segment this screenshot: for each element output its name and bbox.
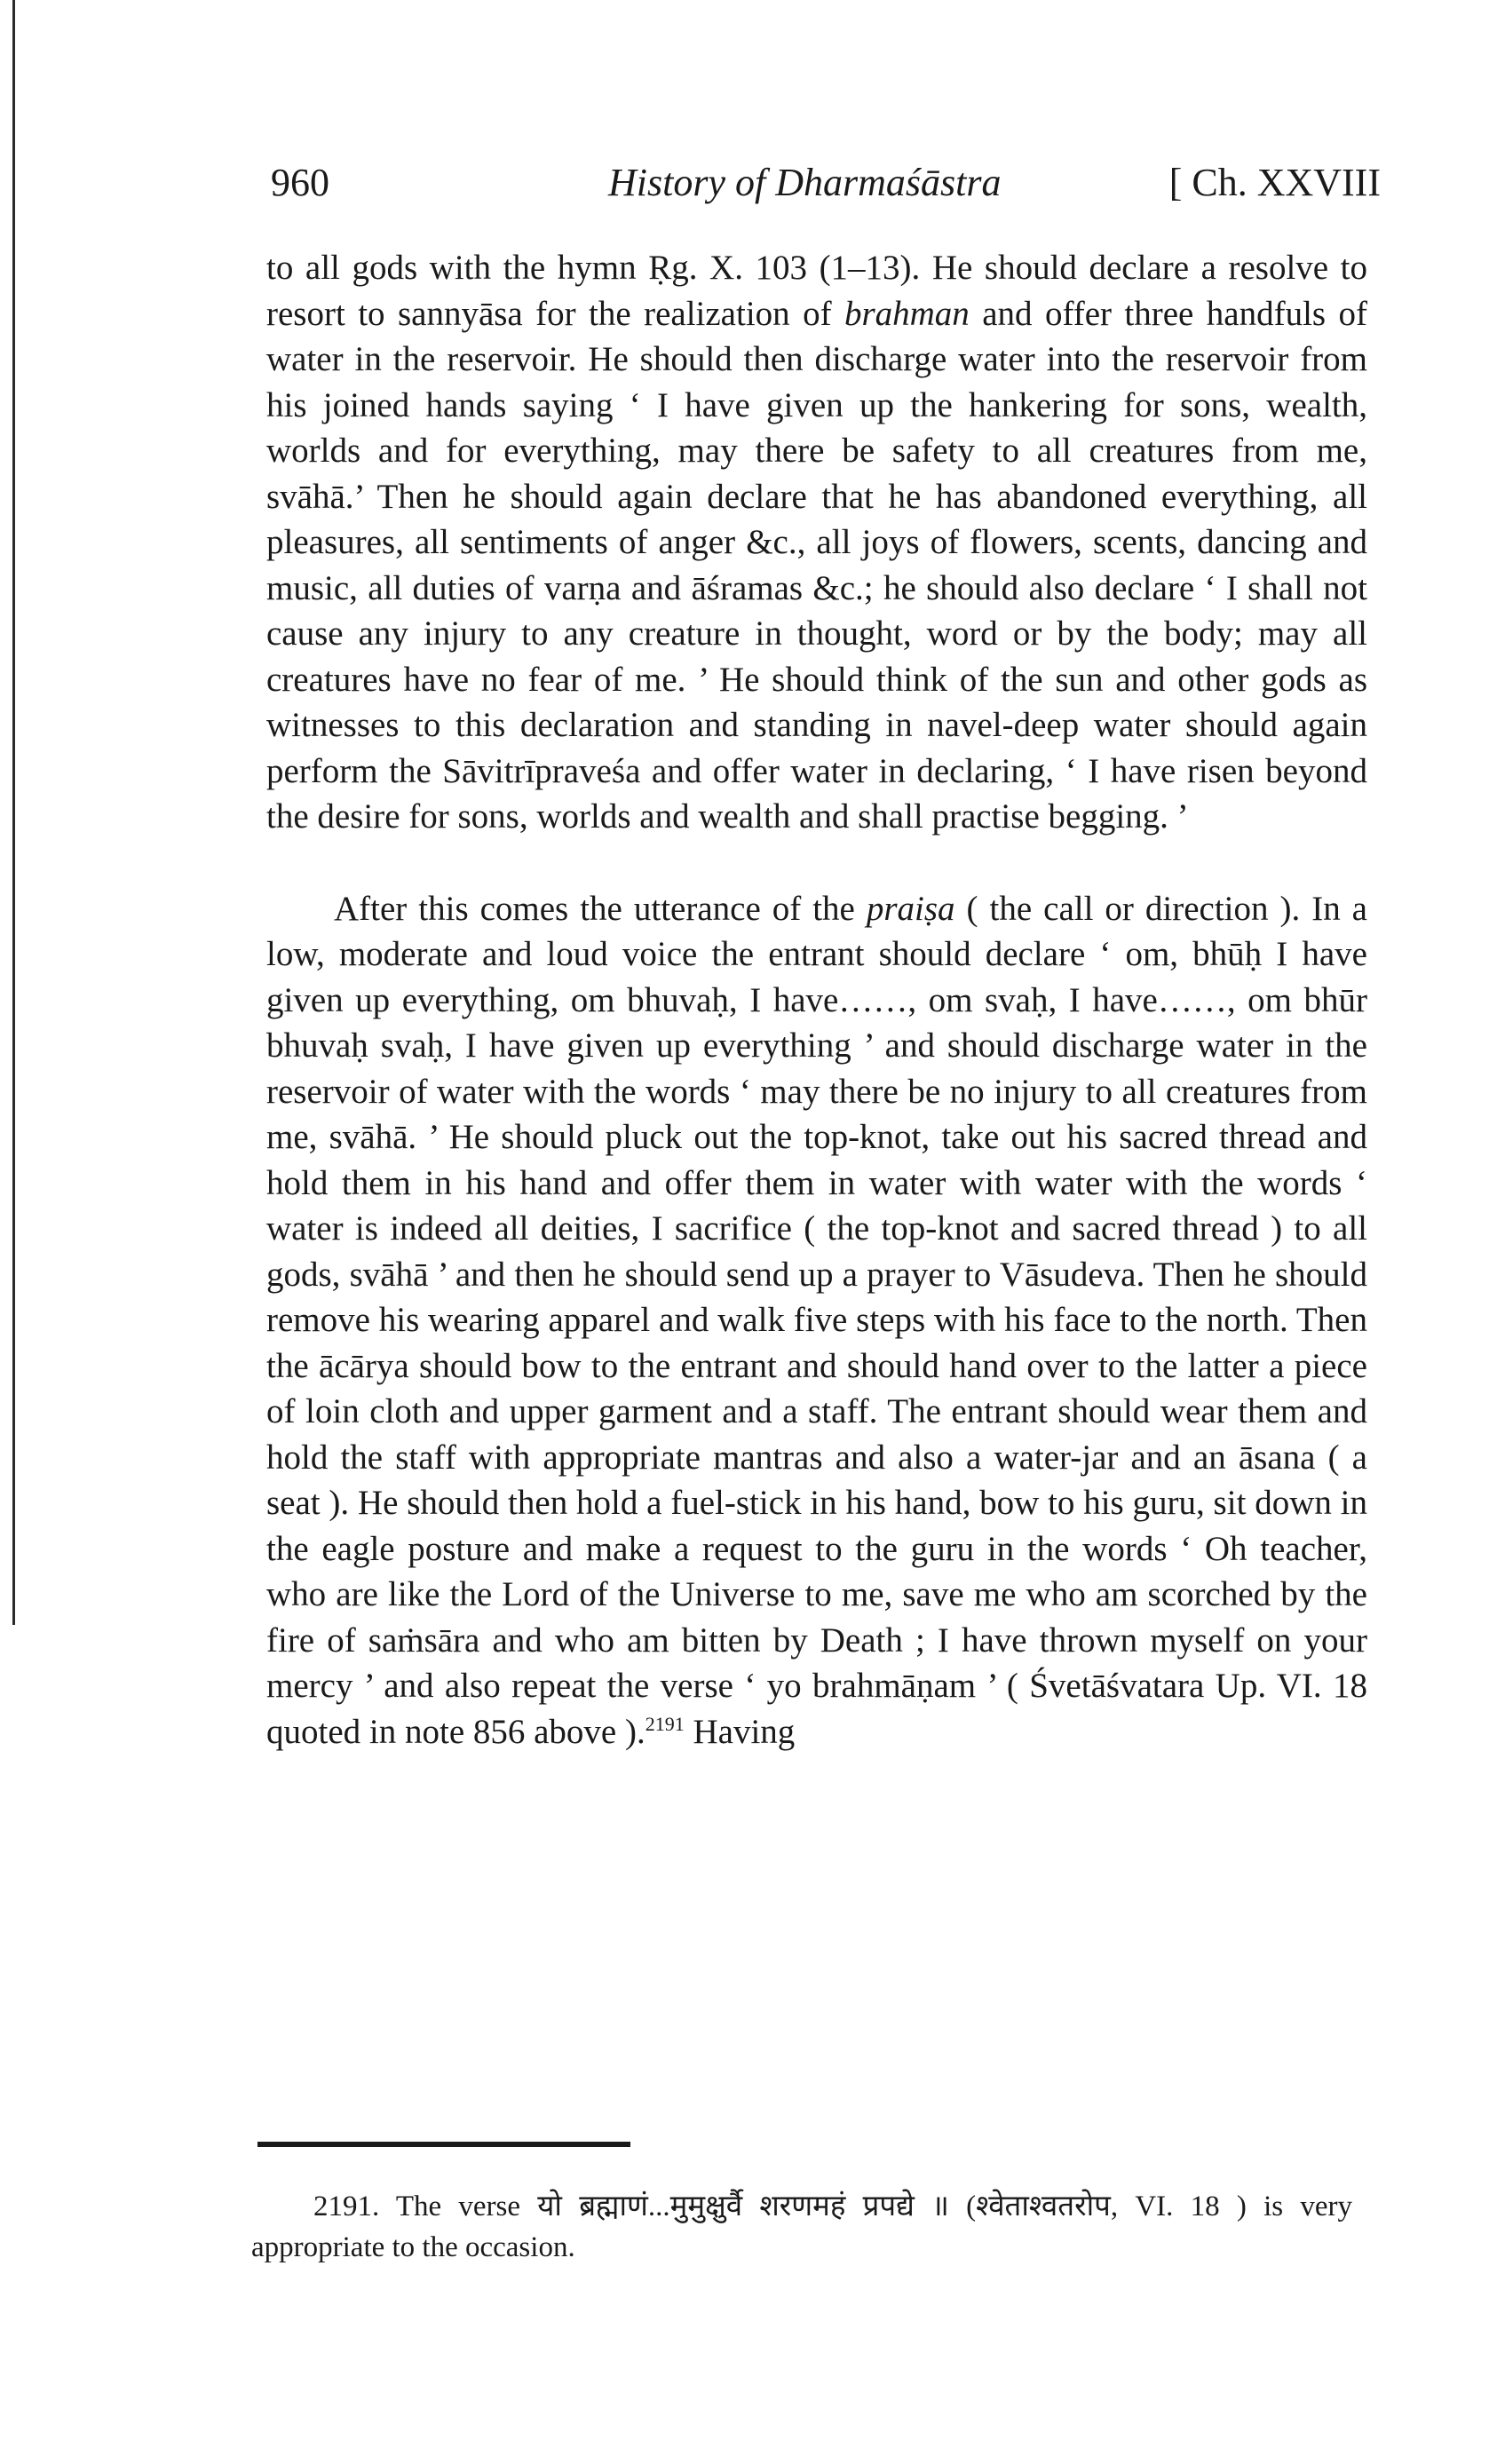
footnote	[251, 2186, 1352, 2268]
paragraph-2-text-b: ( the call or direction ). In a low, moderate and loud voice the entrant should declare ‘ om, bhūḥ I have given up everything, om bhuvaḥ, I have……, om svaḥ, I have……, om bhūr bhuvaḥ svaḥ, I have given up everything ’ and should discharge water in the reservoir of water with the words ‘ may there be no injury to all creatures from me, svāhā. ’ He should pluck out the top-knot, take out his sacred thread and hold them in his hand and offer them in water with water with the words ‘ water is indeed all deities, I sacrifice ( the top-knot and sacred thread ) to all gods, svāhā ’ and then he should send up a prayer to Vāsudeva. Then he should remove his wearing apparel and walk five steps with his face to the north. Then the ācārya should bow to the entrant and should hand over to the latter a piece of loin cloth and upper garment and a staff. The entrant should wear them and hold the staff with appropriate mantras and also a water-jar and an āsana ( a seat ). He should then hold a fuel-stick in his hand, bow to his guru, sit down in the eagle posture and make a request to the guru in the words ‘ Oh teacher, who are like the Lord of the Universe to me, save me who am scorched by the fire of saṁsāra and who am bitten by Death ; I have thrown myself on your mercy ’ and also repeat the verse ‘ yo brahmāṇam ’ ( Śvetāśvatara Up. VI. 18 quoted in note 856 above ).	[266, 889, 1367, 1751]
paragraph-1-text-b: and offer three handfuls of water in the reservoir. He should then discharge water into the reservoir from his joined hands saying ‘ I have given up the hankering for sons, wealth, worlds and for everything, may there be safety to all creatures from me, svāhā.’ Then he should again declare that he has abandoned everything, all pleasures, all sentiments of anger &c., all joys of flowers, scents, dancing and music, all duties of varṇa and āśramas &c.; he should also declare ‘ I shall not cause any injury to any creature in thought, word or by the body; may all creatures have no fear of me. ’ He should think of the sun and other gods as witnesses to this declaration and standing in navel-deep water should again perform the Sāvitrīpraveśa and offer water in declaring, ‘ I have risen beyond the desire for sons, worlds and wealth and shall practise begging. ’	[266, 294, 1367, 836]
running-header	[271, 160, 1381, 213]
chapter-reference: [ Ch. XXVIII	[1168, 161, 1381, 204]
paragraph-2	[266, 886, 1367, 1755]
paragraph-2-text-c: Having	[684, 1712, 796, 1751]
footnote-divider	[257, 2142, 630, 2147]
paragraph-1-italic-term: brahman	[844, 294, 970, 333]
footnote-text: The verse यो ब्रह्माणं...मुमुक्षुर्वै शरणमहं प्रपद्ये ॥ (श्वेताश्वतरोप, VI. 18 ) is very appropriate to the occasion.	[251, 2191, 1352, 2263]
page-number: 960	[271, 161, 329, 204]
paragraph-1-text-a: to all gods with the hymn Ṛg. X. 103 (1–13). He should declare a resolve to resort to sannyāsa for the realization of	[266, 249, 1367, 333]
running-title: History of Dharmaśāstra	[608, 161, 1002, 204]
paragraph-2-italic-term: praiṣa	[866, 889, 955, 928]
footnote-number: 2191.	[313, 2191, 380, 2222]
page-edge-line	[12, 0, 15, 1625]
footnote-reference[interactable]: 2191	[645, 1712, 685, 1735]
main-text	[266, 245, 1367, 1755]
paragraph-1	[266, 245, 1367, 840]
paragraph-2-text-a: After this comes the utterance of the	[334, 889, 867, 928]
